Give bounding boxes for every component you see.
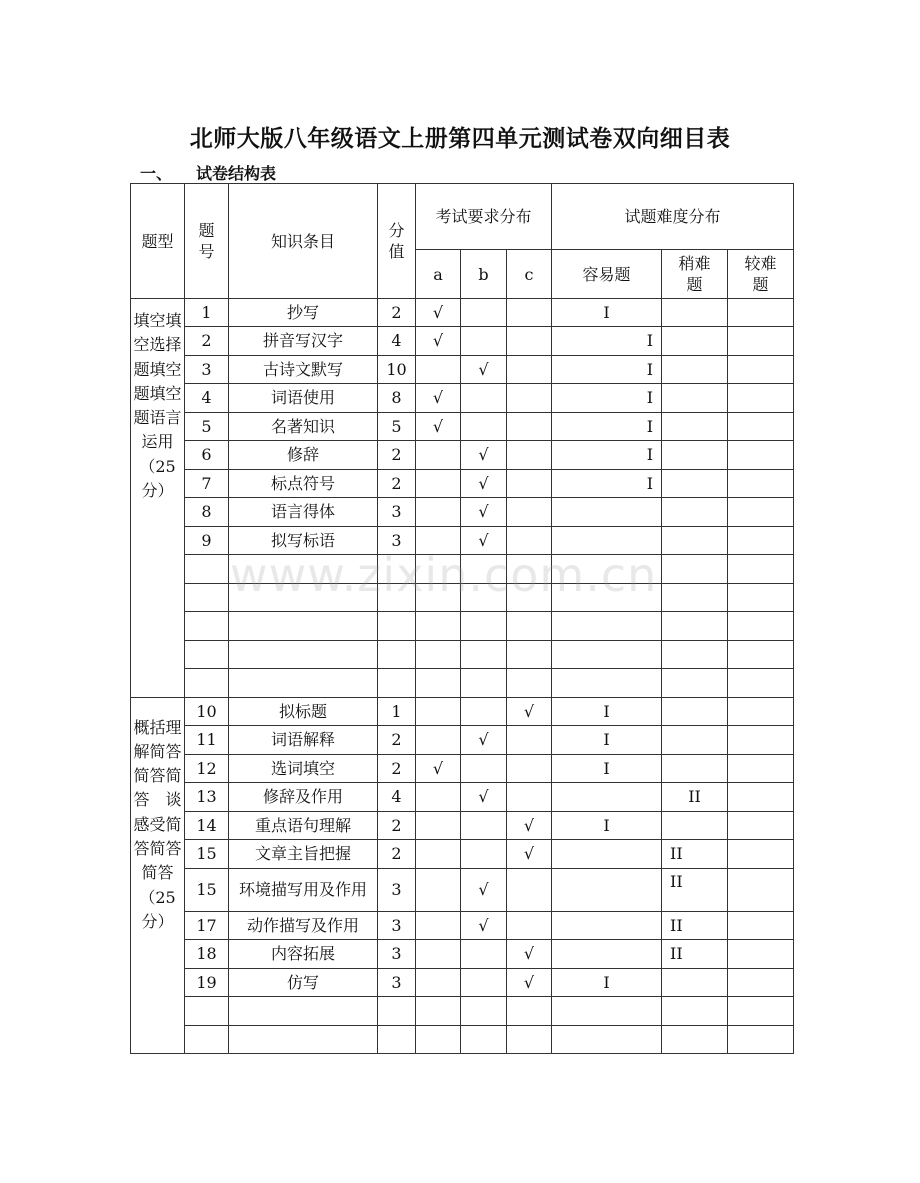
topic-cell: 词语使用 [229,384,378,413]
medium-cell [662,754,728,783]
check-a-cell [416,441,461,470]
topic-cell: 仿写 [229,968,378,997]
num-cell [185,640,229,669]
check-a-cell [416,726,461,755]
hard-cell [728,968,794,997]
score-cell: 3 [378,968,416,997]
easy-cell [552,498,662,527]
table-row [131,783,794,812]
hard-cell [728,555,794,584]
score-cell: 2 [378,840,416,869]
num-cell: 4 [185,384,229,413]
check-a-cell [416,940,461,969]
check-b-cell [461,583,507,612]
num-cell: 11 [185,726,229,755]
hard-cell [728,697,794,726]
hard-cell [728,355,794,384]
check-b-cell: √ [461,783,507,812]
score-cell: 2 [378,754,416,783]
check-b-cell [461,968,507,997]
check-b-cell [461,997,507,1026]
medium-cell: II [662,868,728,911]
check-b-cell [461,640,507,669]
medium-cell [662,469,728,498]
num-cell: 15 [185,868,229,911]
check-c-cell [507,526,552,555]
hard-cell [728,754,794,783]
topic-cell [229,997,378,1026]
check-a-cell [416,968,461,997]
check-c-cell [507,726,552,755]
topic-cell: 内容拓展 [229,940,378,969]
check-c-cell [507,754,552,783]
section-label: 概括理解简答简答简答 谈感受简答简答简答（25分） [131,697,185,1054]
check-b-cell: √ [461,726,507,755]
header-hard: 较难题 [728,250,794,299]
check-a-cell: √ [416,412,461,441]
check-c-cell: √ [507,840,552,869]
check-b-cell: √ [461,355,507,384]
table-row [131,940,794,969]
check-c-cell: √ [507,968,552,997]
medium-cell [662,811,728,840]
hard-cell [728,498,794,527]
medium-cell [662,968,728,997]
check-a-cell [416,997,461,1026]
topic-cell: 动作描写及作用 [229,911,378,940]
hard-cell [728,997,794,1026]
score-cell: 1 [378,697,416,726]
hard-cell [728,868,794,911]
check-a-cell [416,555,461,584]
check-a-cell [416,783,461,812]
check-c-cell: √ [507,697,552,726]
score-cell: 2 [378,441,416,470]
check-c-cell [507,555,552,584]
table-row [131,640,794,669]
score-cell: 2 [378,726,416,755]
section-label: 试卷结构表 [196,164,277,183]
check-c-cell [507,583,552,612]
check-b-cell: √ [461,498,507,527]
watermark: www.zixin.com.cn [230,548,658,602]
check-b-cell [461,299,507,327]
hard-cell [728,327,794,356]
hard-cell [728,911,794,940]
easy-cell: I [552,412,662,441]
score-cell: 2 [378,469,416,498]
medium-cell [662,612,728,641]
easy-cell [552,840,662,869]
header-num: 题号 [185,184,229,299]
check-b-cell [461,384,507,413]
check-b-cell: √ [461,911,507,940]
easy-cell [552,783,662,812]
check-c-cell: √ [507,940,552,969]
check-b-cell [461,612,507,641]
check-a-cell [416,583,461,612]
score-cell: 3 [378,498,416,527]
hard-cell [728,1025,794,1054]
medium-cell [662,583,728,612]
easy-cell [552,583,662,612]
score-cell: 8 [378,384,416,413]
medium-cell [662,526,728,555]
easy-cell: I [552,327,662,356]
check-b-cell [461,669,507,698]
check-b-cell: √ [461,868,507,911]
num-cell: 19 [185,968,229,997]
score-cell [378,612,416,641]
topic-cell [229,640,378,669]
num-cell [185,997,229,1026]
check-c-cell [507,355,552,384]
check-b-cell [461,1025,507,1054]
topic-cell: 古诗文默写 [229,355,378,384]
num-cell: 18 [185,940,229,969]
easy-cell: I [552,697,662,726]
medium-cell [662,640,728,669]
topic-cell: 环境描写用及作用 [229,868,378,911]
check-a-cell: √ [416,384,461,413]
medium-cell [662,555,728,584]
easy-cell [552,1025,662,1054]
check-c-cell [507,469,552,498]
page-title: 北师大版八年级语文上册第四单元测试卷双向细目表 [189,126,731,152]
topic-cell [229,555,378,584]
num-cell: 1 [185,299,229,327]
check-a-cell [416,911,461,940]
header-topic: 知识条目 [229,184,378,299]
easy-cell: I [552,968,662,997]
table-row [131,811,794,840]
check-a-cell: √ [416,327,461,356]
check-b-cell [461,697,507,726]
medium-cell: II [662,840,728,869]
header-row [131,184,794,250]
hard-cell [728,526,794,555]
table-row [131,412,794,441]
num-cell: 7 [185,469,229,498]
check-b-cell: √ [461,469,507,498]
header-medium: 稍难题 [662,250,728,299]
table-row [131,384,794,413]
score-cell [378,583,416,612]
topic-cell: 重点语句理解 [229,811,378,840]
check-c-cell [507,498,552,527]
hard-cell [728,412,794,441]
header-score: 分值 [378,184,416,299]
topic-cell: 选词填空 [229,754,378,783]
medium-cell [662,997,728,1026]
easy-cell: I [552,355,662,384]
medium-cell [662,384,728,413]
table-row [131,555,794,584]
easy-cell [552,868,662,911]
hard-cell [728,441,794,470]
easy-cell [552,526,662,555]
table-row [131,1025,794,1054]
check-b-cell [461,940,507,969]
easy-cell: I [552,299,662,327]
check-a-cell [416,697,461,726]
topic-cell [229,612,378,641]
table-row [131,498,794,527]
check-a-cell [416,1025,461,1054]
topic-cell: 拼音写汉字 [229,327,378,356]
score-cell: 5 [378,412,416,441]
score-cell: 3 [378,940,416,969]
score-cell: 2 [378,299,416,327]
header-type: 题型 [131,184,185,299]
score-cell: 4 [378,783,416,812]
score-cell: 2 [378,811,416,840]
num-cell: 3 [185,355,229,384]
table-row [131,754,794,783]
medium-cell [662,726,728,755]
hard-cell [728,783,794,812]
header-requirement: 考试要求分布 [416,184,552,250]
check-c-cell [507,783,552,812]
num-cell: 15 [185,840,229,869]
easy-cell [552,669,662,698]
medium-cell: II [662,783,728,812]
score-cell [378,997,416,1026]
structure-table [130,183,794,1054]
medium-cell [662,355,728,384]
table-row [131,911,794,940]
hard-cell [728,669,794,698]
topic-cell [229,583,378,612]
check-a-cell: √ [416,299,461,327]
topic-cell: 拟写标语 [229,526,378,555]
hard-cell [728,840,794,869]
num-cell: 2 [185,327,229,356]
easy-cell [552,555,662,584]
header-difficulty: 试题难度分布 [552,184,794,250]
topic-cell: 名著知识 [229,412,378,441]
hard-cell [728,583,794,612]
score-cell [378,640,416,669]
check-c-cell [507,412,552,441]
easy-cell: I [552,754,662,783]
easy-cell [552,911,662,940]
check-c-cell [507,911,552,940]
table-row [131,968,794,997]
check-c-cell: √ [507,811,552,840]
hard-cell [728,384,794,413]
num-cell: 12 [185,754,229,783]
check-a-cell [416,669,461,698]
check-c-cell [507,299,552,327]
num-cell: 9 [185,526,229,555]
easy-cell: I [552,811,662,840]
hard-cell [728,811,794,840]
check-c-cell [507,441,552,470]
hard-cell [728,726,794,755]
score-cell [378,1025,416,1054]
num-cell [185,612,229,641]
easy-cell: I [552,469,662,498]
score-cell: 4 [378,327,416,356]
check-c-cell [507,327,552,356]
table-row [131,697,794,726]
num-cell: 5 [185,412,229,441]
score-cell [378,669,416,698]
easy-cell: I [552,384,662,413]
score-cell: 3 [378,911,416,940]
medium-cell [662,1025,728,1054]
table-row [131,840,794,869]
topic-cell: 文章主旨把握 [229,840,378,869]
num-cell: 13 [185,783,229,812]
header-a: a [416,250,461,299]
check-c-cell [507,669,552,698]
header-b: b [461,250,507,299]
topic-cell: 词语解释 [229,726,378,755]
num-cell: 10 [185,697,229,726]
table-row [131,612,794,641]
table-row [131,726,794,755]
header-c: c [507,250,552,299]
hard-cell [728,640,794,669]
table-row [131,441,794,470]
check-c-cell [507,640,552,669]
topic-cell: 拟标题 [229,697,378,726]
medium-cell [662,327,728,356]
topic-cell [229,669,378,698]
topic-cell [229,1025,378,1054]
check-a-cell [416,811,461,840]
check-b-cell: √ [461,526,507,555]
num-cell [185,583,229,612]
check-b-cell [461,840,507,869]
topic-cell: 标点符号 [229,469,378,498]
check-b-cell [461,412,507,441]
check-a-cell: √ [416,754,461,783]
check-a-cell [416,840,461,869]
table-row [131,355,794,384]
easy-cell [552,612,662,641]
check-b-cell [461,811,507,840]
num-cell: 17 [185,911,229,940]
check-b-cell [461,327,507,356]
hard-cell [728,940,794,969]
check-b-cell [461,754,507,783]
section-heading [140,161,276,184]
check-c-cell [507,1025,552,1054]
num-cell: 8 [185,498,229,527]
score-cell: 3 [378,526,416,555]
check-a-cell [416,868,461,911]
easy-cell: I [552,726,662,755]
medium-cell [662,669,728,698]
topic-cell: 修辞及作用 [229,783,378,812]
header-easy: 容易题 [552,250,662,299]
easy-cell [552,940,662,969]
topic-cell: 修辞 [229,441,378,470]
hard-cell [728,299,794,327]
table-row [131,327,794,356]
table-row [131,997,794,1026]
hard-cell [728,469,794,498]
easy-cell: I [552,441,662,470]
check-a-cell [416,526,461,555]
medium-cell: II [662,940,728,969]
medium-cell: II [662,911,728,940]
check-a-cell [416,498,461,527]
topic-cell: 语言得体 [229,498,378,527]
check-c-cell [507,868,552,911]
check-b-cell [461,555,507,584]
check-c-cell [507,612,552,641]
section-number: 一、 [140,164,173,183]
easy-cell [552,640,662,669]
score-cell: 10 [378,355,416,384]
score-cell [378,555,416,584]
easy-cell [552,997,662,1026]
medium-cell [662,697,728,726]
num-cell: 14 [185,811,229,840]
medium-cell [662,441,728,470]
medium-cell [662,299,728,327]
table-row [131,469,794,498]
medium-cell [662,412,728,441]
table-row [131,868,794,911]
hard-cell [728,612,794,641]
topic-cell: 抄写 [229,299,378,327]
section-label: 填空填空选择题填空题填空题语言运用（25分） [131,299,185,698]
num-cell: 6 [185,441,229,470]
table-row [131,526,794,555]
check-a-cell [416,355,461,384]
table-row [131,669,794,698]
num-cell [185,1025,229,1054]
score-cell: 3 [378,868,416,911]
num-cell [185,555,229,584]
check-c-cell [507,997,552,1026]
check-a-cell [416,469,461,498]
table-row [131,299,794,327]
table-row [131,583,794,612]
num-cell [185,669,229,698]
check-b-cell: √ [461,441,507,470]
check-c-cell [507,384,552,413]
medium-cell [662,498,728,527]
check-a-cell [416,612,461,641]
check-a-cell [416,640,461,669]
